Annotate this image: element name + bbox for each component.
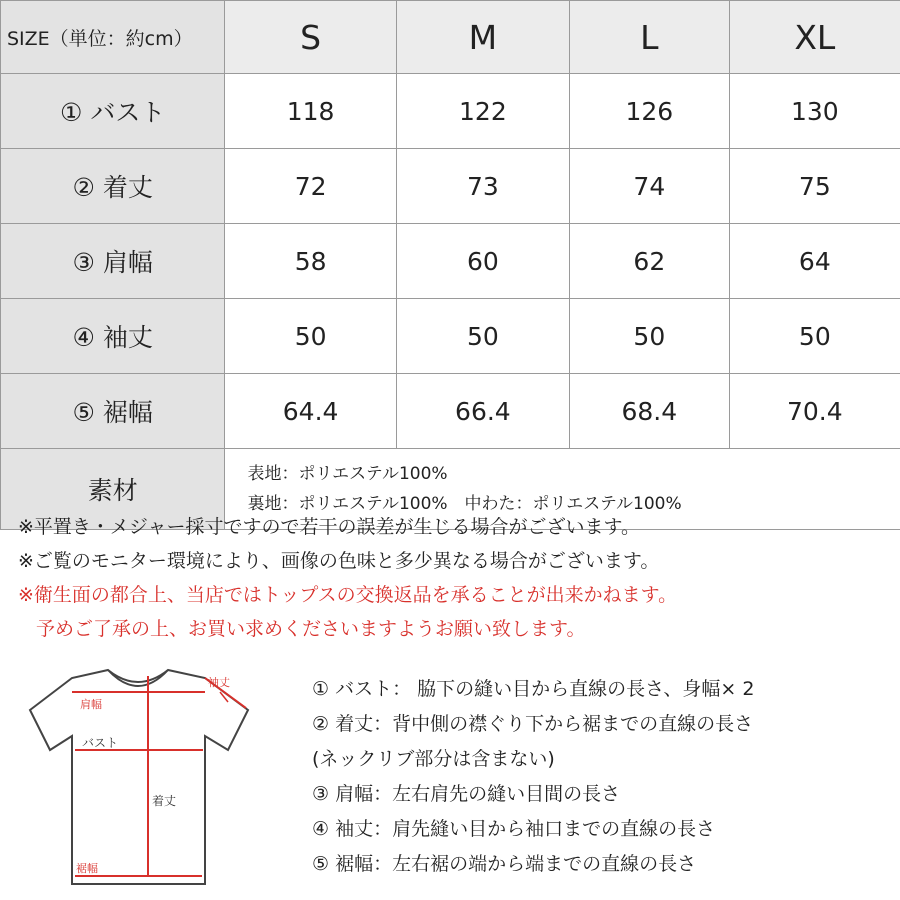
- diagram-label-length: 着丈: [152, 794, 177, 808]
- diagram-label-hem: 裾幅: [76, 862, 98, 875]
- table-cell: 66.4: [396, 374, 569, 449]
- size-header-label: SIZE（単位：約cm）: [1, 1, 225, 74]
- note-measurement-error: ※平置き・メジャー採寸ですので若干の誤差が生じる場合がございます。: [18, 516, 641, 538]
- table-cell: 75: [729, 149, 900, 224]
- size-xl-header: XL: [729, 1, 900, 74]
- table-cell: 70.4: [729, 374, 900, 449]
- legend-item-shoulder: ③ 肩幅：左右肩先の縫い目間の長さ: [312, 783, 621, 805]
- table-cell: 73: [396, 149, 569, 224]
- tshirt-illustration: [20, 662, 260, 894]
- row-label-shoulder: ③ 肩幅: [1, 224, 225, 299]
- table-cell: 64.4: [225, 374, 396, 449]
- legend-item-bust: ① バスト： 脇下の縫い目から直線の長さ、身幅× 2: [312, 678, 755, 700]
- table-cell: 50: [570, 299, 730, 374]
- legend-item-length: ② 着丈：背中側の襟ぐり下から裾までの直線の長さ: [312, 713, 754, 735]
- legend-item-sleeve: ④ 袖丈：肩先縫い目から袖口までの直線の長さ: [312, 818, 716, 840]
- table-cell: 126: [570, 74, 730, 149]
- table-cell: 130: [729, 74, 900, 149]
- table-row-hem: [1, 374, 900, 449]
- size-m-header: M: [396, 1, 569, 74]
- table-cell: 62: [570, 224, 730, 299]
- table-cell: 50: [729, 299, 900, 374]
- row-label-hem: ⑤ 裾幅: [1, 374, 225, 449]
- notes-block: [18, 510, 888, 646]
- row-label-sleeve: ④ 袖丈: [1, 299, 225, 374]
- diagram-label-sleeve: 袖丈: [208, 676, 230, 689]
- tshirt-measurement-diagram: [20, 662, 260, 894]
- table-cell: 58: [225, 224, 396, 299]
- row-label-material: 素材: [1, 449, 225, 530]
- table-cell: 122: [396, 74, 569, 149]
- measurement-legend: [312, 672, 892, 882]
- table-cell: 64: [729, 224, 900, 299]
- table-cell: 50: [396, 299, 569, 374]
- size-s-header: S: [225, 1, 396, 74]
- table-cell: 74: [570, 149, 730, 224]
- note-no-returns: ※衛生面の都合上、当店ではトップスの交換返品を承ることが出来かねます。: [18, 584, 678, 606]
- size-l-header: L: [570, 1, 730, 74]
- table-row-shoulder: [1, 224, 900, 299]
- table-cell: 118: [225, 74, 396, 149]
- table-cell: 60: [396, 224, 569, 299]
- diagram-label-shoulder: 肩幅: [80, 698, 102, 711]
- table-cell: 72: [225, 149, 396, 224]
- legend-item-hem: ⑤ 裾幅：左右裾の端から端までの直線の長さ: [312, 853, 697, 875]
- material-line-lining: 裏地：ポリエステル100% 中わた：ポリエステル100%: [247, 494, 682, 514]
- table-row-sleeve: [1, 299, 900, 374]
- row-label-bust: ① バスト: [1, 74, 225, 149]
- row-label-length: ② 着丈: [1, 149, 225, 224]
- table-row-bust: [1, 74, 900, 149]
- legend-item-length-note: (ネックリブ部分は含まない): [312, 748, 555, 770]
- table-cell: 68.4: [570, 374, 730, 449]
- size-header-row: [1, 1, 900, 74]
- note-acknowledge: 予めご了承の上、お買い求めくださいますようお願い致します。: [36, 618, 586, 640]
- tshirt-outline: [30, 670, 248, 884]
- table-row-length: [1, 149, 900, 224]
- note-monitor-color: ※ご覧のモニター環境により、画像の色味と多少異なる場合がございます。: [18, 550, 660, 572]
- diagram-label-bust: バスト: [82, 736, 119, 750]
- table-cell: 50: [225, 299, 396, 374]
- material-line-outer: 表地：ポリエステル100%: [247, 464, 448, 484]
